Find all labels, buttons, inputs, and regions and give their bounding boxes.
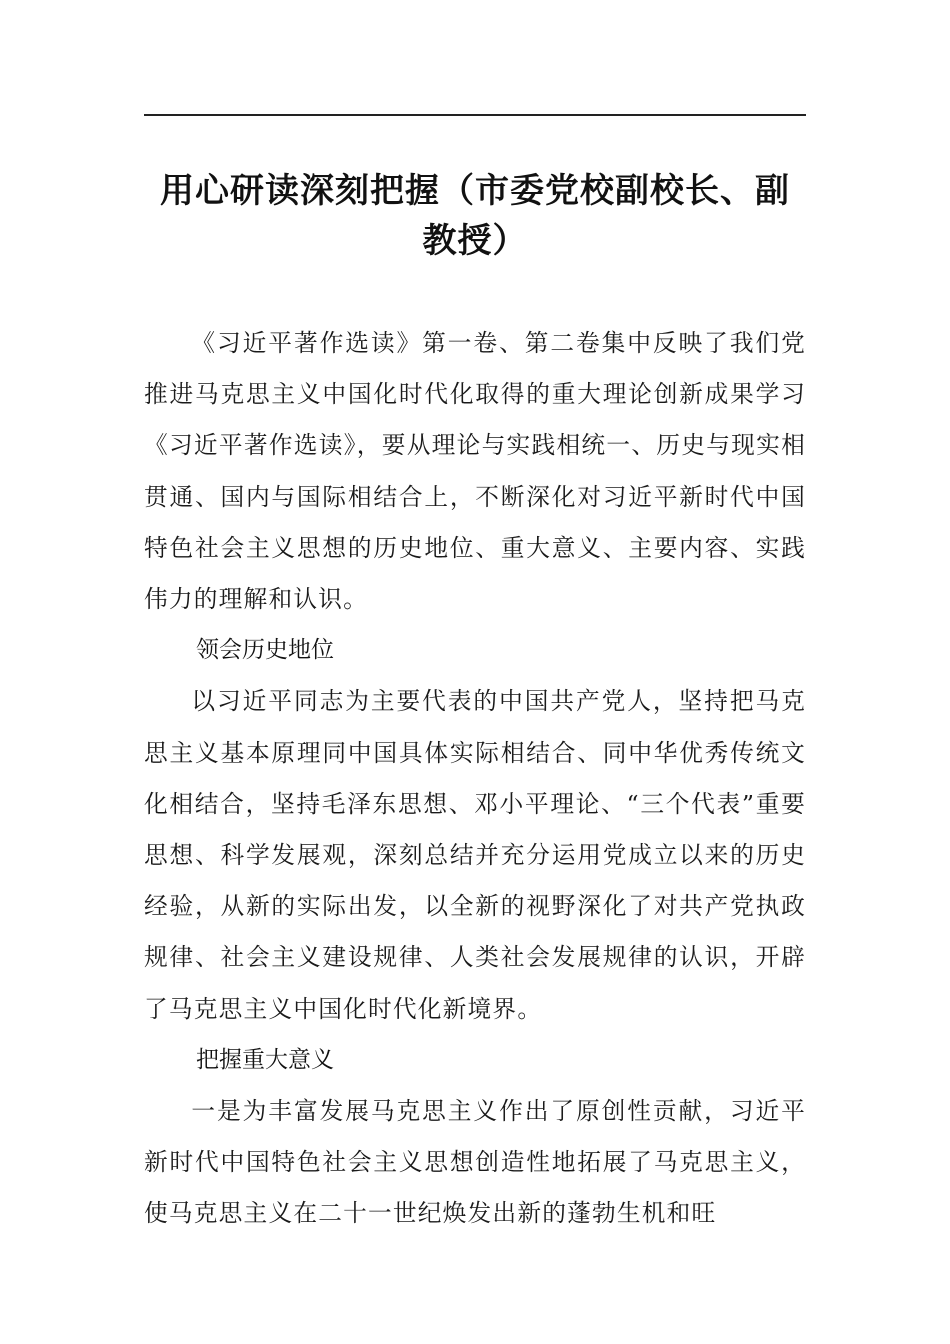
- paragraph-significance: 一是为丰富发展马克思主义作出了原创性贡献，习近平新时代中国特色社会主义思想创造性地拓展了马克思主义，使马克思主义在二十一世纪焕发出新的蓬勃生机和旺: [144, 1097, 806, 1228]
- document-title: 用心研读深刻把握（市委党校副校长、副教授）: [160, 171, 790, 261]
- section-heading-history: 领会历史地位: [196, 637, 334, 664]
- document-body: [144, 318, 806, 1240]
- section-heading-significance: 把握重大意义: [196, 1046, 334, 1073]
- paragraph-history: 以习近平同志为主要代表的中国共产党人，坚持把马克思主义基本原理同中国具体实际相结合、同中华优秀传统文化相结合，坚持毛泽东思想、邓小平理论、“三个代表”重要思想、科学发展观，深刻总结并充分运用党成立以来的历史经验，从新的实际出发，以全新的视野深化了对共产党执政规律、社会主义建设规律、人类社会发展规律的认识，开辟了马克思主义中国化时代化新境界。: [144, 687, 806, 1023]
- header-rule: [144, 114, 806, 116]
- paragraph-intro: 《习近平著作选读》第一卷、第二卷集中反映了我们党推进马克思主义中国化时代化取得的重大理论创新成果学习《习近平著作选读》，要从理论与实践相统一、历史与现实相贯通、国内与国际相结合上，不断深化对习近平新时代中国特色社会主义思想的历史地位、重大意义、主要内容、实践伟力的理解和认识。: [144, 329, 806, 614]
